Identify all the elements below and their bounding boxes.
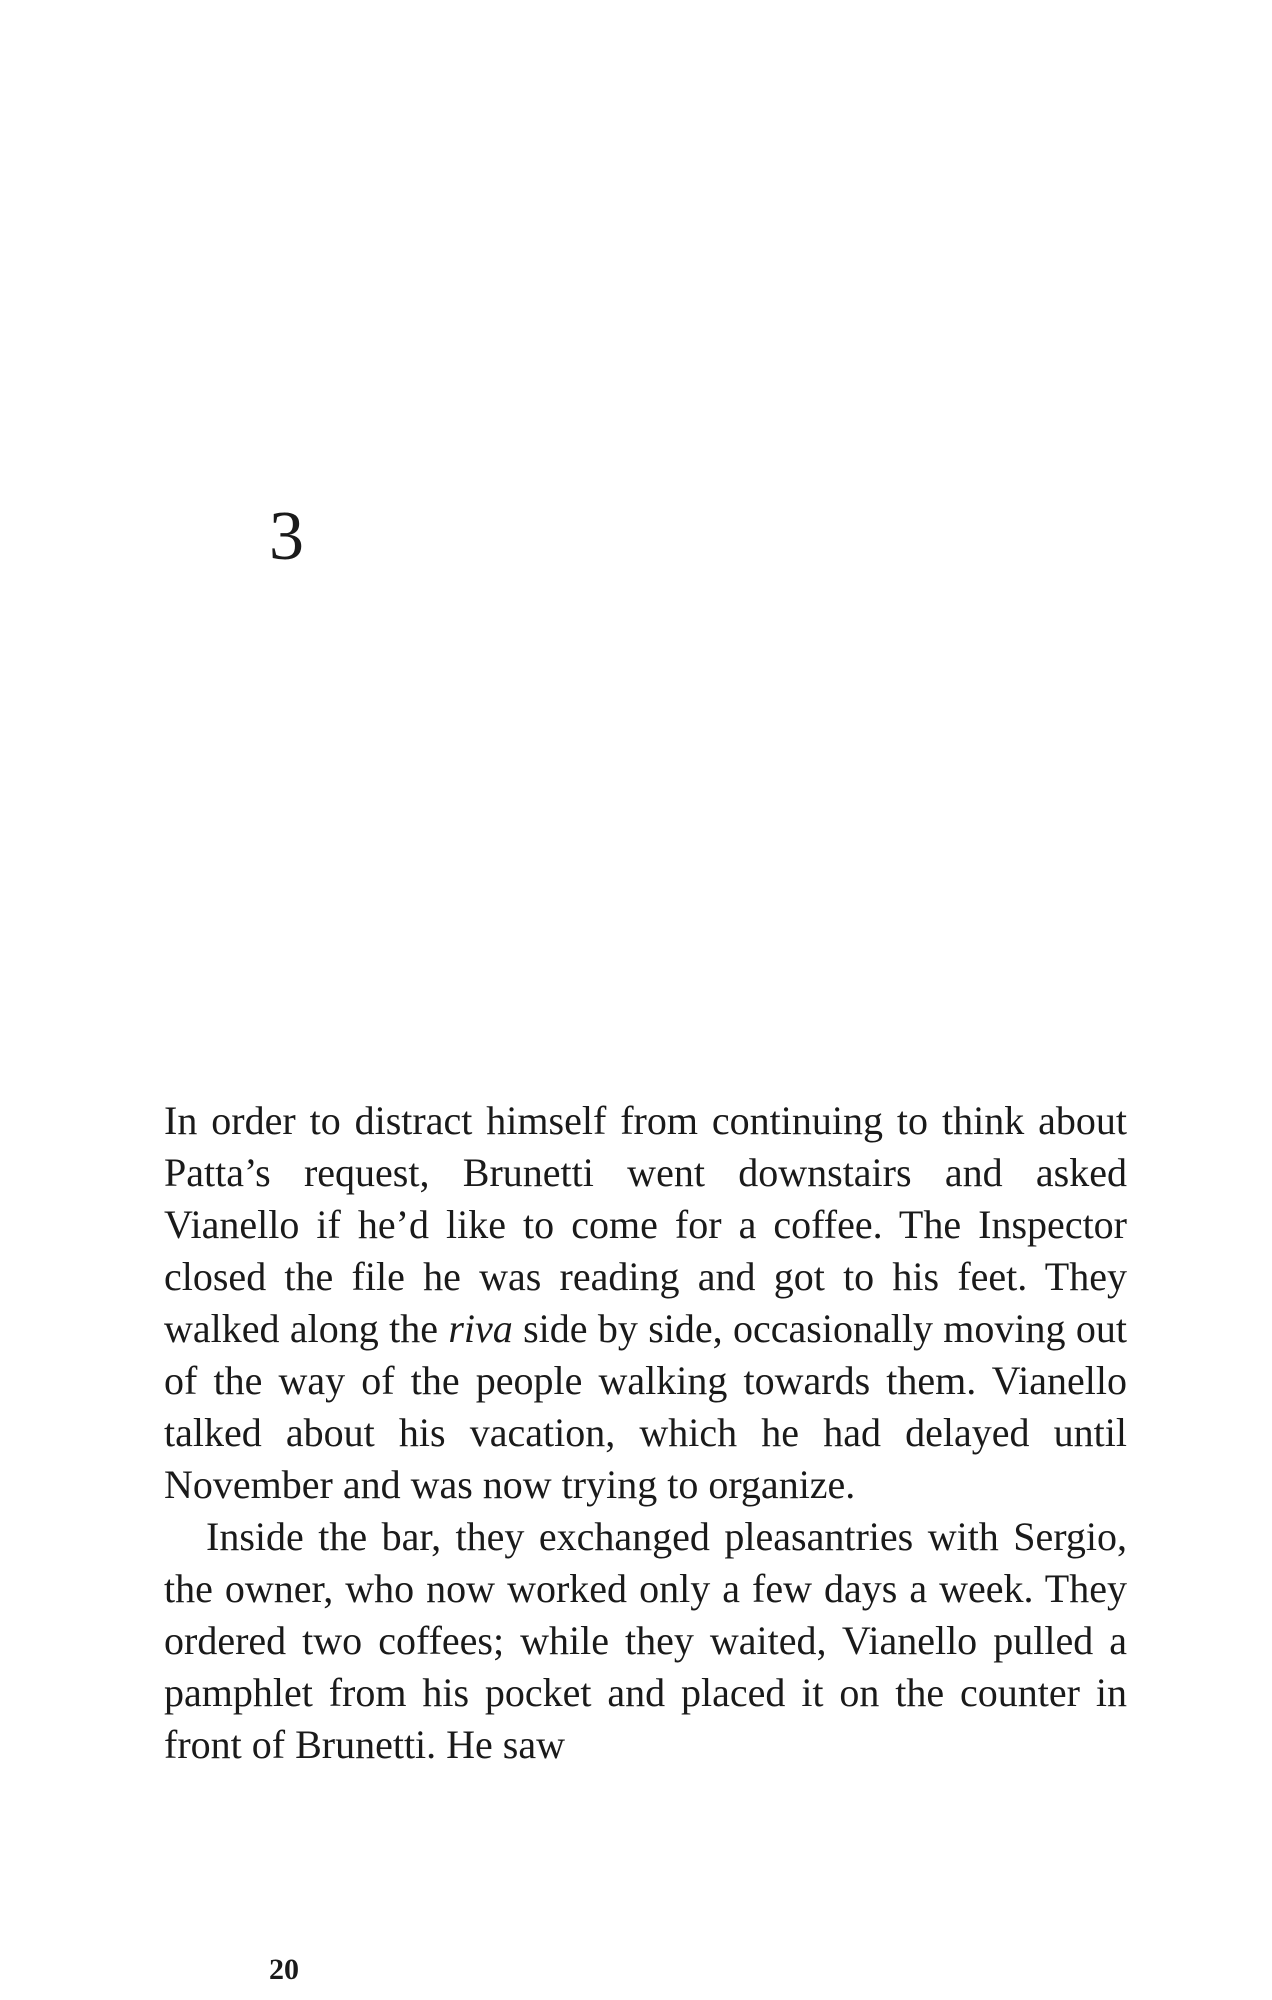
paragraph-1-text-end: side by side, occasionally moving out of the way of the people walking towards them. Vianello talked about his vacation, which he had delayed until November and was now trying to organize. — [164, 1306, 1127, 1507]
page-number: 20 — [269, 1953, 299, 1986]
body-text — [164, 1095, 1127, 1771]
italic-word-riva: riva — [448, 1306, 513, 1351]
paragraph-1 — [164, 1095, 1127, 1511]
chapter-number: 3 — [269, 498, 304, 575]
paragraph-2: Inside the bar, they exchanged pleasantries with Sergio, the owner, who now worked only a few days a week. They ordered two coffees; while they waited, Vianello pulled a pamphlet from his pocket and placed it on the counter in front of Brunetti. He saw — [164, 1514, 1127, 1767]
paragraph-1-text-start: In order to distract himself from continuing to think about Patta’s request, Brunetti went downstairs and asked Vianello if he’d like to come for a coffee. The Inspector closed the file he was reading and got to his feet. They walked along the — [164, 1098, 1127, 1351]
